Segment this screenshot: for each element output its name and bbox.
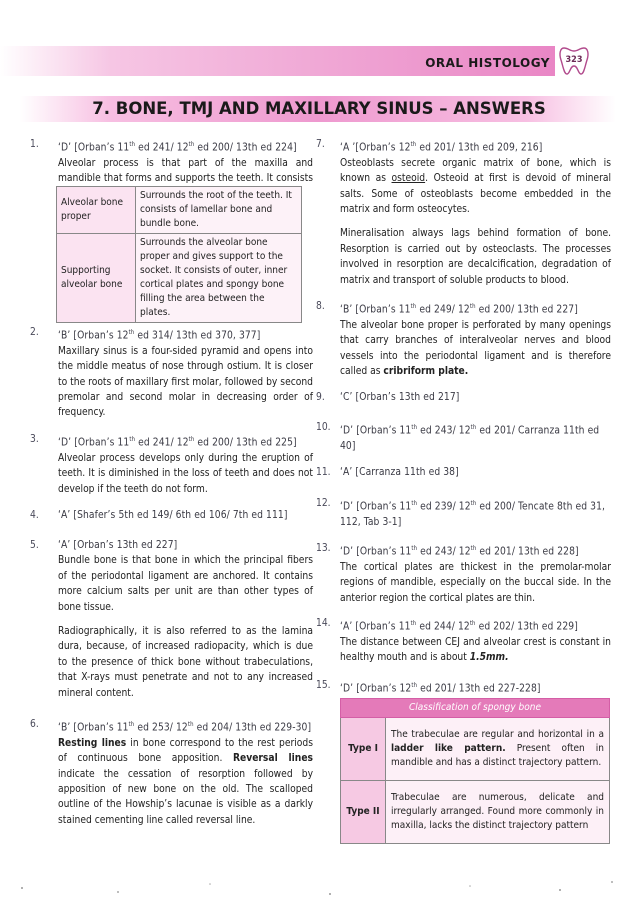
answer-11 [316, 465, 611, 480]
answer-reference: ‘D’ [Orban’s 11th ed 241/ 12th ed 200/ 13th ed 225] [58, 436, 297, 449]
alveolar-process-table [56, 186, 302, 323]
answer-reference: ‘C’ [Orban’s 13th ed 217] [340, 392, 460, 403]
term-osteoid: osteoid [391, 173, 426, 185]
answer-text [340, 156, 611, 218]
page-specks [0, 872, 638, 902]
text-part: The trabeculae are regular and horizontal in a [391, 729, 604, 740]
table-row [341, 781, 610, 844]
table-desc: Trabeculae are numerous, delicate and irregularly arranged. Found more commonly in maxilla, lacks the distinct trajectory pattern [386, 781, 610, 844]
text-part: The alveolar bone proper is perforated by many openings that carry branches of interalveolar nerves and blood vessels into the periodontal ligament and is therefore called as [340, 319, 611, 378]
text-part: Osteoblasts secrete organic matrix of bone, which is known as [340, 157, 611, 185]
answer-6 [30, 717, 313, 828]
answer-number: 6. [30, 719, 39, 730]
answer-reference: ‘D’ [Orban’s 11th ed 243/ 12th ed 201/ 13th ed 228] [340, 545, 579, 558]
answer-reference: ‘A’ [Orban’s 11th ed 244/ 12th ed 202/ 13th ed 229] [340, 620, 578, 633]
table-desc [386, 718, 610, 781]
table-label: Type II [341, 781, 386, 844]
answer-number: 14. [316, 618, 331, 629]
answer-reference: ‘D’ [Orban’s 12th ed 201/ 13th ed 227-228] [340, 682, 541, 695]
answer-10 [316, 420, 611, 454]
answer-number: 3. [30, 434, 39, 445]
text-part: in bone correspond to the rest periods of continuous bone apposition. [58, 737, 313, 765]
table-desc: Surrounds the root of the teeth. It consists of lamellar bone and bundle bone. [136, 187, 302, 234]
text-part: indicate the cessation of resorption followed by apposition of new bone on the old. The scalloped outline of the Howship’s lacunae is visible as a darkly stained cementing line called reversal line. [58, 768, 313, 826]
answer-reference: ‘B’ [Orban’s 11th ed 253/ 12th ed 204/ 13th ed 229-30] [58, 721, 312, 734]
answer-2 [30, 325, 313, 421]
answer-7 [316, 137, 611, 288]
answer-3 [30, 432, 313, 497]
answer-text: Bundle bone is that bone in which the principal fibers of the periodontal ligament are anchored. It contains more calcium salts per unit are than other types of bone tissue. [58, 555, 313, 613]
table-desc: Surrounds the alveolar bone proper and gives support to the socket. It consists of outer, inner cortical plates and spongy bone filling the area between the plates. [136, 234, 302, 323]
answer-reference: ‘D’ [Orban’s 11th ed 243/ 12th ed 201/ Carranza 11th ed 40] [340, 424, 600, 452]
text-part: The distance between CEJ and alveolar crest is constant in healthy mouth and is about [340, 636, 611, 664]
answer-reference: ‘B’ [Orban’s 11th ed 249/ 12th ed 200/ 13th ed 227] [340, 303, 578, 316]
answer-number: 1. [30, 139, 39, 150]
text-part: Present often in mandible and has a distinct trajectory pattern. [391, 743, 605, 768]
answer-4 [30, 508, 313, 523]
table-label: Supporting alveolar bone [57, 234, 136, 323]
answer-text: The cortical plates are thickest in the premolar-molar regions of mandible, especially on the buccal side. In the anterior region the cortical plates are thin. [340, 561, 611, 604]
table-row [341, 718, 610, 781]
answer-reference: ‘B’ [Orban’s 12th ed 314/ 13th ed 370, 377] [58, 329, 261, 342]
term-cribriform-plate: cribriform plate. [383, 366, 469, 378]
answer-12 [316, 496, 611, 530]
answer-text: Maxillary sinus is a four-sided pyramid and opens into the middle meatus of nose through ostium. It is closer to the roots of maxillary first molar, followed by second premolar and second molar in decreasing order of frequency. [58, 345, 313, 419]
answer-reference: ‘A ’[Orban’s 12th ed 201/ 13th ed 209, 216] [340, 141, 543, 154]
distance-value: 1.5mm. [469, 652, 509, 664]
term-ladder-pattern: ladder like pattern. [391, 743, 506, 754]
running-title: ORAL HISTOLOGY [425, 56, 550, 70]
answer-reference: ‘A’ [Shafer’s 5th ed 149/ 6th ed 106/ 7th ed 111] [58, 510, 288, 521]
answer-text-2: Mineralisation always lags behind formation of bone. Resorption is carried out by osteoclasts. The processes involved in resorption are decalcification, degradation of matrix and transport of soluble products to blood. [340, 228, 611, 286]
answer-reference: ‘D’ [Orban’s 11th ed 239/ 12th ed 200/ Tencate 8th ed 31, 112, Tab 3-1] [340, 500, 606, 528]
table-title: Classification of spongy bone [341, 699, 610, 718]
answer-reference: ‘A’ [Orban’s 13th ed 227] [58, 540, 178, 551]
chapter-title: 7. BONE, TMJ AND MAXILLARY SINUS – ANSWERS [92, 99, 546, 118]
term-resting-lines: Resting lines [58, 737, 127, 749]
answer-text [340, 318, 611, 380]
page-number: 323 [565, 55, 583, 65]
term-reversal-lines: Reversal lines [232, 753, 314, 765]
answer-number: 4. [30, 510, 39, 521]
text-part: . Osteoid at first is devoid of mineral salts. Some of osteoblasts become embedded in the matrix and form osteocytes. [340, 173, 611, 216]
answer-number: 2. [30, 327, 39, 338]
answer-9 [316, 390, 611, 405]
spongy-bone-table [340, 698, 610, 844]
table-label: Alveolar bone proper [57, 187, 136, 234]
answer-8 [316, 299, 611, 379]
table-row [57, 234, 302, 323]
answer-number: 13. [316, 543, 331, 554]
answer-14 [316, 616, 611, 666]
answer-reference: ‘D’ [Orban’s 11th ed 241/ 12th ed 200/ 13th ed 224] [58, 141, 297, 154]
answer-15 [316, 678, 611, 697]
answer-text [58, 736, 313, 828]
answer-number: 12. [316, 498, 331, 509]
table-row [57, 187, 302, 234]
answer-5 [30, 538, 313, 701]
answer-reference: ‘A’ [Carranza 11th ed 38] [340, 467, 459, 478]
answer-number: 5. [30, 540, 39, 551]
answer-13 [316, 541, 611, 606]
answer-text [340, 635, 611, 666]
table-label: Type I [341, 718, 386, 781]
answer-text: Alveolar process develops only during the eruption of teeth. It is diminished in the loss of teeth and does not develop if the teeth do not form. [58, 452, 313, 495]
answer-number: 7. [316, 139, 325, 150]
answer-text-2: Radiographically, it is also referred to as the lamina dura, because, of increased radiopacity, which is due to the presence of thick bone without trabeculations, that X-rays must penetrate and not to any increased mineral content. [58, 626, 313, 699]
answer-number: 15. [316, 680, 331, 691]
answer-number: 10. [316, 422, 331, 433]
answer-number: 8. [316, 301, 325, 312]
answer-number: 11. [316, 467, 331, 478]
answer-number: 9. [316, 392, 325, 403]
answer-text: Alveolar process is that part of the maxilla and mandible that forms and supports the teeth. It consists [58, 157, 313, 185]
